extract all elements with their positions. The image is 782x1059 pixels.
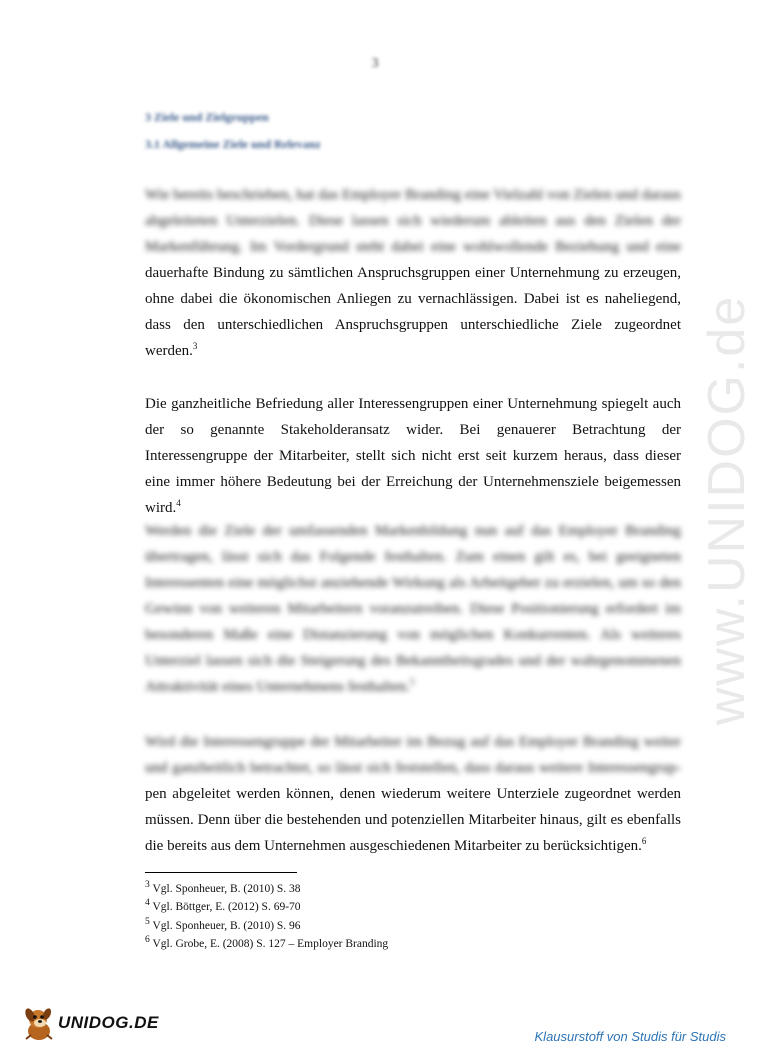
footnotes bbox=[145, 878, 388, 951]
slogan: Klausurstoff von Studis für Studis bbox=[534, 1029, 726, 1044]
paragraph-3 bbox=[145, 518, 681, 700]
dog-mascot-icon bbox=[22, 1005, 56, 1041]
footnote-ref-5: 5 bbox=[409, 677, 415, 687]
paragraph-4 bbox=[145, 729, 681, 859]
section-heading: 3.1 Allgemeine Ziele und Relevanz bbox=[145, 137, 321, 151]
paragraph-4-text: pen abgeleitet werden können, denen wiederum weitere Unterziele zugeordnet werden müssen. Denn über die bestehenden und potenziellen Mitarbeiter hinaus, gilt es ebenfalls die bereits aus dem Unternehmen ausgeschiedenen Mitarbeiter zu berücksichtigen. bbox=[145, 786, 681, 854]
paragraph-2 bbox=[145, 391, 681, 521]
paragraph-1-text: dauerhafte Bindung zu sämtlichen Anspruchsgruppen einer Unternehmung zu erzeugen, ohne dabei die ökonomischen Anliegen zu vernachlässigen. Dabei ist es naheliegend, dass den unterschiedlichen Anspruchsgruppen unterschiedliche Ziele zugeordnet werden. bbox=[145, 265, 681, 359]
paragraph-2-text: Die ganzheitliche Befriedung aller Interessengruppen einer Unternehmung spiegelt auch der so genannte Stakeholderansatz wider. Bei genauerer Betrachtung der Interessengruppe der Mitarbeiter, stellt sich nicht erst seit kurzem heraus, dass dieser eine immer höhere Bedeutung bei der Erreichung der Unternehmensziele beigemessen wird. bbox=[145, 396, 681, 516]
page-number: 3 bbox=[371, 56, 379, 71]
logo-text: UNIDOG.DE bbox=[58, 1013, 159, 1032]
unidog-logo bbox=[22, 1005, 159, 1041]
footnote-ref-6: 6 bbox=[641, 836, 647, 846]
paragraph-1 bbox=[145, 182, 681, 364]
footnote-separator bbox=[145, 872, 297, 873]
paragraph-3-blurred-text: Werden die Ziele der umfassenden Markenbildung nun auf das Employer Branding übertragen, lässt sich das Folgende festhalten. Zum einen gilt es, bei geeigneten Interessenten eine möglichst anziehende Wirkung als Arbeitgeber zu erzielen, um so den Gewinn von weiteren Mitarbeitern voranzutreiben. Diese Positionierung erfordert im besonderen Maße eine Distanzierung von möglichen Konkurrenten. Als weiteres Unterziel lassen sich die Steigerung des Bekanntheitsgrades und der wahrgenommenen Attraktivität eines Unternehmens festhalten. bbox=[145, 523, 681, 695]
footnote-ref-3: 3 bbox=[192, 341, 198, 351]
footnote: $^3$ Vgl. Sponheuer, B. (2010) S. 38 bbox=[145, 879, 301, 895]
footnote-ref-4: 4 bbox=[176, 498, 181, 508]
footnote: $^4$ Vgl. Böttger, E. (2012) S. 69-70 bbox=[145, 897, 301, 914]
paragraph-4-blurred-text: Wird die Interessengruppe der Mitarbeiter im Bezug auf das Employer Branding weiter und ganzheitlich betrachtet, so lässt sich feststellen, dass daraus weitere Interessengrup- bbox=[145, 734, 681, 776]
paragraph-1-blurred-text: Wie bereits beschrieben, hat das Employer Branding eine Vielzahl von Zielen und daraus abgeleiteten Unterzielen. Diese lassen sich wiederum ableiten aus den Zielen der Markenführung. Im Vordergrund steht dabei eine wohlwollende Beziehung und eine bbox=[145, 187, 681, 255]
chapter-heading: 3 Ziele und Zielgruppen bbox=[145, 110, 269, 124]
footnote: $^6$ Vgl. Grobe, E. (2008) S. 127 – Employer Branding bbox=[145, 933, 389, 950]
watermark: www.UNIDOG.de bbox=[698, 294, 756, 726]
footnote: $^5$ Vgl. Sponheuer, B. (2010) S. 96 bbox=[145, 915, 301, 932]
